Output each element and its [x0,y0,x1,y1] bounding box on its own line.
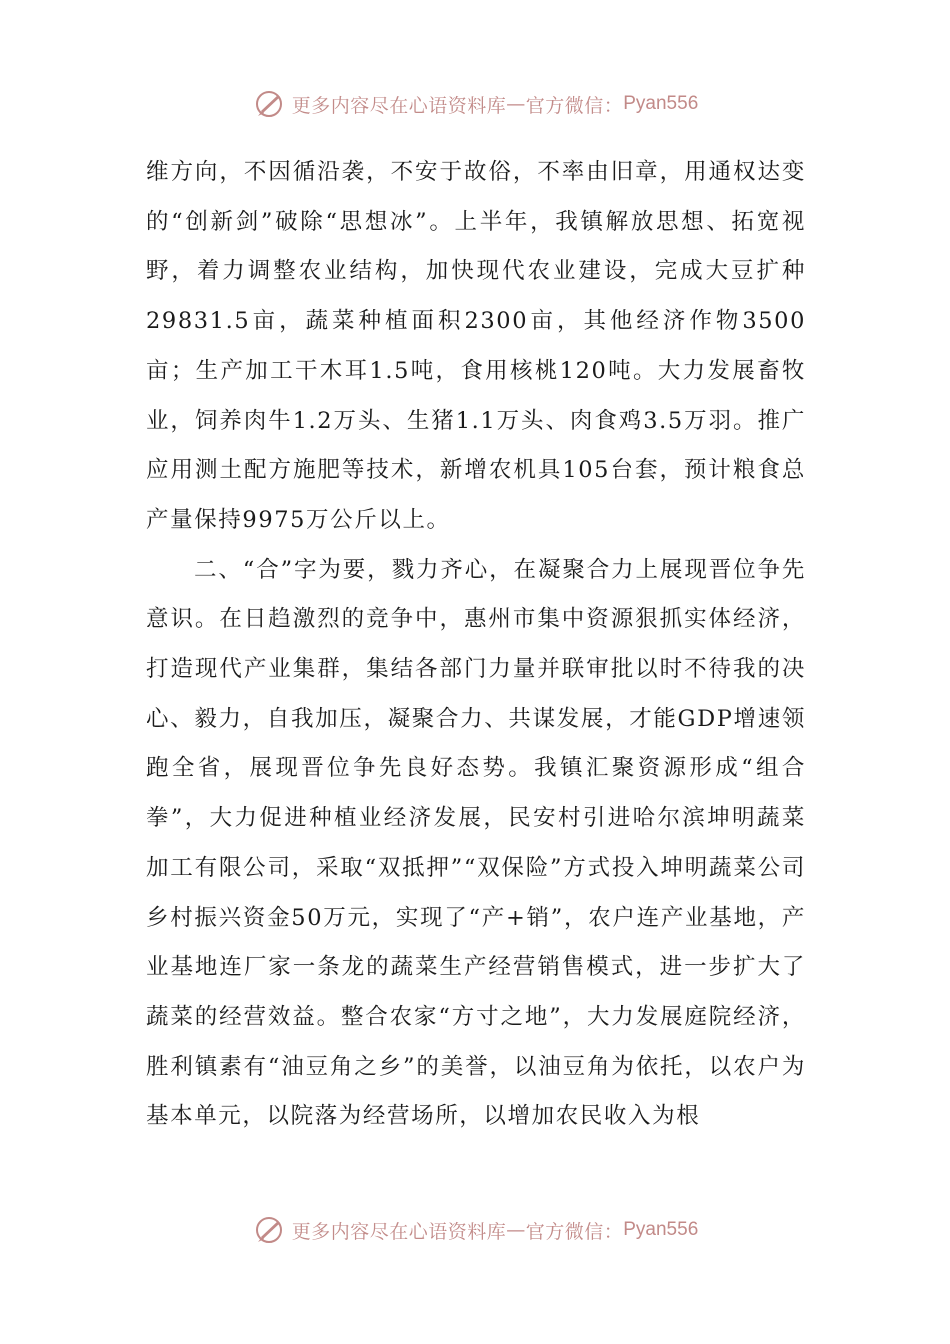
watermark-label: 官方微信： [525,1220,624,1243]
paragraph-continuation: 维方向，不因循沿袭，不安于故俗，不率由旧章，用通权达变的“创新剑”破除“思想冰”。上半年，我镇解放思想、拓宽视野，着力调整农业结构，加快现代农业建设，完成大豆扩种29831.5亩，蔬菜种植面积2300亩，其他经济作物3500亩；生产加工干木耳1.5吨，食用核桃120吨。大力发展畜牧业，饲养肉牛1.2万头、生猪1.1万头、肉食鸡3.5万羽。推广应用测土配方施肥等技术，新增农机具105台套，预计粮食总产量保持9975万公斤以上。 [146,159,806,533]
watermark-brand: 更多内容尽在心语资料库 [291,1220,507,1243]
pen-logo-icon [252,87,286,121]
watermark-contact: Pyan556 [623,1219,699,1240]
pen-logo-icon [252,1213,286,1247]
watermark-separator: — [506,1219,526,1241]
paragraph-section-two: 二、“合”字为要，戮力齐心，在凝聚合力上展现晋位争先意识。在日趋激烈的竞争中，惠州市集中资源狠抓实体经济，打造现代产业集群，集结各部门力量并联审批以时不待我的决心、毅力，自我加压，凝聚合力、共谋发展，才能GDP增速领跑全省，展现晋位争先良好态势。我镇汇聚资源形成“组合拳”，大力促进种植业经济发展，民安村引进哈尔滨坤明蔬菜加工有限公司，采取“双抵押”“双保险”方式投入坤明蔬菜公司乡村振兴资金50万元，实现了“产+销”，农户连产业基地，产业基地连厂家一条龙的蔬菜生产经营销售模式，进一步扩大了蔬菜的经营效益。整合农家“方寸之地”，大力发展庭院经济，胜利镇素有“油豆角之乡”的美誉，以油豆角为依托，以农户为基本单元，以院落为经营场所，以增加农民收入为根 [146,556,806,1130]
watermark-brand: 更多内容尽在心语资料库 [291,94,507,117]
watermark-contact: Pyan556 [623,93,699,114]
header-watermark [0,84,950,124]
watermark-separator: — [506,93,526,115]
watermark-label: 官方微信： [525,94,624,117]
footer-watermark [0,1210,950,1250]
document-body [146,148,806,1142]
